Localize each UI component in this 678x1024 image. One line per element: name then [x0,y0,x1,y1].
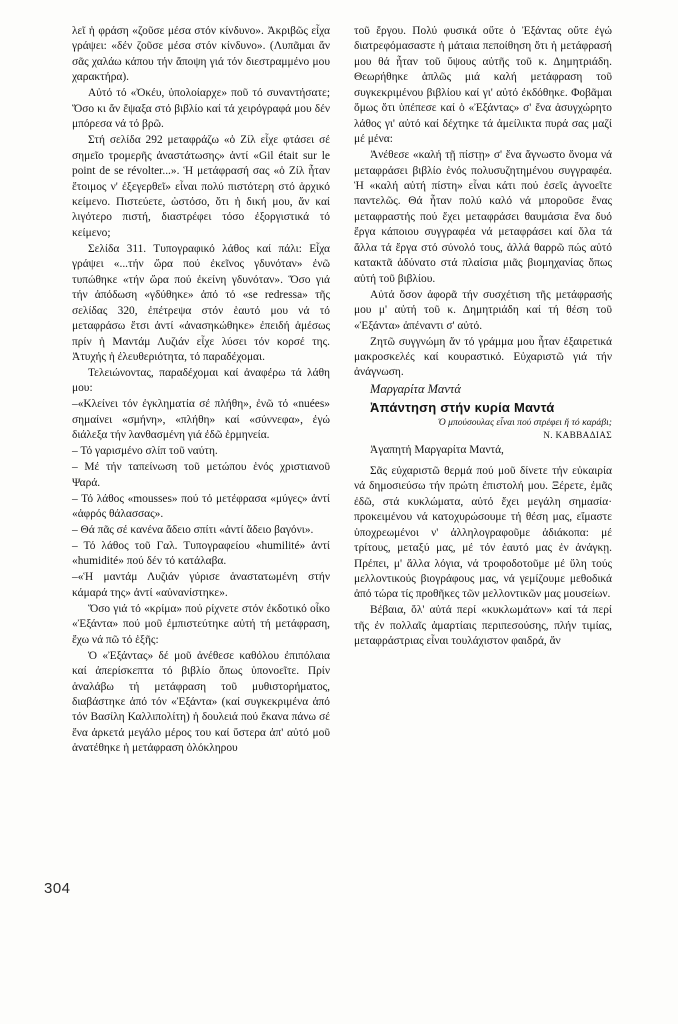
paragraph: Αὐτό τό «Ὀκέυ, ὑπολοίαρχε» ποῦ τό συναντήσατε; Ὅσο κι ἄν ἔψαξα στό βιβλίο καί τά χειρόγραφά μου δέν μπόρεσα νά τό βρῶ. [72,87,330,131]
page-number: 304 [44,880,71,897]
right-column [354,24,612,1004]
paragraph: Ζητῶ συγγνώμη ἄν τό γράμμα μου ἦταν ἐξαιρετικά μακροσκελές καί κουραστικό. Εὐχαριστῶ γιά τήν ἀνάγνωση. [354,335,612,379]
signature: Μαργαρίτα Μαντά [370,382,461,397]
two-column-layout [72,24,612,1004]
list-item: – Θά πᾶς σέ κανένα ἄδειο σπίτι «ἀντί ἄδειο βαγόνι». [72,524,314,536]
paragraph: λεῖ ἡ φράση «ζοῦσε μέσα στόν κίνδυνο». Ἀκριβῶς εἶχα γράψει: «δέν ζοῦσε μέσα στόν κίνδυνο». (Λυπᾶμαι ἄν σᾶς χαλάω κάπου τήν ἄποψη γιά τόν διεστραμμένο μου χαρακτήρα). [72,25,330,84]
list-item: –«Κλείνει τόν ἐγκληματία σέ πλήθη», ἐνῶ τό «nuées» σημαίνει «σμήνη», «πλήθη» καί «σύννεφα», ἐγώ διάλεξα τήν λανθασμένη γιά ἐδῶ ἑρμηνεία. [72,398,330,442]
paragraph: Ὅσο γιά τό «κρίμα» πού ρίχνετε στόν ἐκδοτικό οἶκο «Ἐξάντα» πού μοῦ ἐμπιστεύτηκε αὐτή τή μετάφραση, ἔχω νά πῶ τό ἑξῆς: [72,602,330,646]
list-item: – Μέ τήν ταπείνωση τοῦ μετώπου ἑνός χριστιανοῦ Ψαρά. [72,461,330,489]
paragraph: Αὐτά ὅσον ἀφορᾶ τήν συσχέτιση τῆς μετάφρασής μου μ' αὐτή τοῦ κ. Δημητριάδη καί τή θέση τοῦ «Ἐξάντα» ἀπέναντι σ' αὐτό. [354,288,612,332]
left-column [72,24,330,1004]
epigraph-text: Ὁ μπούσουλας εἶναι πού στρέφει ἤ τό καράβι; [437,416,612,428]
paragraph: Τελειώνοντας, παραδέχομαι καί ἀναφέρω τά λάθη μου: [72,366,330,395]
section-title: Ἀπάντηση στήν κυρία Μαντά [370,399,555,415]
paragraph: Σᾶς εὐχαριστῶ θερμά πού μοῦ δίνετε τήν εὐκαιρία νά δημοσιεύσω τήν πρώτη ἐπιστολή μου. Ξέρετε, ἐμᾶς ἐδῶ, στά κυκλώματα, αὐτό ἔχει μεγάλη σημασία· προκειμένου νά κατοχυρώσουμε τή θέση μας, εἴμαστε ὑποχρεωμένοι ν' ἀλληλογραφοῦμε ἀδιάκοπα: μέ τρίτους, μεταξύ μας, μέ τόν ἑαυτό μας ἐν ἀνάγκῃ. Πρέπει, μ' ἄλλα λόγια, νά τροφοδοτοῦμε μέ ὕλη τούς μελλοντικούς βιογράφους μας, νά γεμίζουμε μεθοδικά ἀπό τώρα τίς προθῆκες τῶν μελλοντικῶν μας μουσείων. [354,464,612,601]
paragraph: Ἀνέθεσε «καλή τῇ πίστῃ» σ' ἕνα ἄγνωστο ὄνομα νά μεταφράσει βιβλίο ἑνός πολυσυζητημένου συγγραφέα. Ἡ «καλή αὐτή πίστη» εἶναι κάτι πού ἐσεῖς ἀγνοεῖτε παντελῶς. Θά ἦταν πολύ καλό νά μποροῦσε ἕνας μεταφραστής πού ἔχει μεταφράσει θαυμάσια ἕνα δυό ἔργα κάποιου συγγραφέα νά μεταφράσει καί ὅλα τά ἄλλα τά ἔργα στό σύνολό τους, ἀλλά θαρρῶ πώς αὐτό κατακτᾶ ἀδύνατο στά πλαίσια μιᾶς βιομηχανίας ὅπως αὐτή τοῦ βιβλίου. [354,149,612,285]
paragraph: Σελίδα 311. Τυπογραφικό λάθος καί πάλι: Εἶχα γράψει «...τήν ὥρα πού ἐκεῖνος γδυνόταν» ἐνῶ τυπώθηκε «τήν ὥρα πού ἐκείνη γδυνόταν». Ὅσο γιά τήν ἀπόδωση «γδύθηκε» ἀπό τό «se redressa» τῆς σελίδας 320, ἐπέτρεψα στόν ἑαυτό μου νά τό μεταφράσω ἔτσι ἀντί «ἀνασηκώθηκε» ἐπειδή ἀμέσως πρίν ἡ Μαντάμ Λυζιάν εἶχε λύσει τόν κορσέ της. Ἀτυχής ἡ ἐλευθεριότητα, τό παραδέχομαι. [72,242,330,364]
list-item: – Τό λάθος τοῦ Γαλ. Τυπογραφείου «humilité» ἀντί «humidité» πού δέν τό κατάλαβα. [72,539,330,568]
salutation: Ἀγαπητή Μαργαρίτα Μαντά, [370,443,504,456]
paragraph: Στή σελίδα 292 μεταφράζω «ὁ Ζίλ εἶχε φτάσει σέ σημεῖο τρομερῆς ἀναστάτωσης» ἀντί «Gil était sur le point de se révolter...». Ἡ μετάφρασή σας «ὁ Ζίλ ἦταν ἕτοιμος ν' ἐξεγερθεῖ» εἶναι πολύ πιστότερη στό ἀρχικό κείμενο. Πιστεύετε, ὡστόσο, ὅτι ἡ δική μου, ἄν καί λιγότερο πιστή, διαστρέφει τόσο ἐξοργιστικά τό κείμενο; [72,134,330,239]
epigraph-author: Ν. ΚΑΒΒΑΔΙΑΣ [543,430,612,441]
list-item: –«Ἡ μαντάμ Λυζιάν γύρισε ἀναστατωμένη στήν κάμαρά της» ἀντί «αὐνανίστηκε». [72,571,330,599]
paragraph: Βέβαια, ὅλ' αὐτά περί «κυκλωμάτων» καί τά περί τῆς ἐν πολλαῖς ἁμαρτίαις περιπεσούσης, πλήν τιμίας, μεταφράστριας εἶναι τουλάχιστον φαιδρά, ἄν [354,604,612,648]
list-item: – Τό γαρισμένο σλίπ τοῦ ναύτη. [72,445,218,458]
paragraph: τοῦ ἔργου. Πολύ φυσικά οὔτε ὁ Ἐξάντας οὔτε ἐγώ διατρεφόμασαστε ἡ μάταια πεποίθηση ὅτι ἡ μετάφρασή μου θά ἦταν τοῦ ὕψους αὐτῆς τοῦ κ. Δημητριάδη. Θεωρήθηκε ἁπλῶς μιά καλή μετάφραση τοῦ συγκεκριμένου βιβλίου καί γι' αὐτό ἐκδόθηκε. Φοβᾶμαι ὅμως ὅτι ὑπέπεσε καί ὁ «Ἐξάντας» σ' ἕνα ἀσυγχώρητο λάθος γι' αὐτό καί δέχτηκε τά ἀμείλικτα πυρά σας μαζί μέ μένα: [354,25,612,146]
list-item: – Τό λάθος «mousses» πού τό μετέφρασα «μύγες» ἀντί «ἀφρός θάλασσας». [72,492,330,521]
paragraph: Ὁ «Ἐξάντας» δέ μοῦ ἀνέθεσε καθόλου ἐπιπόλαια καί ἀπερίσκεπτα τό βιβλίο ὅπως ὑπονοεῖτε. Πρίν ἀναλάβω τή μετάφραση τοῦ μυθιστορήματος, διαβάστηκε ἀπό τόν «Ἐξάντα» (καί συγκεκριμένα ἀπό τόν Βασίλη Καλλιπολίτη) ἡ δουλειά πού ἔκανα πάνω σέ ἕνα ἀρκετά μεγάλο μέρος του καί ὕστερα ἀπ' αὐτό μοῦ ἀνατέθηκε ἡ μετάφραση ὁλόκληρου [72,649,330,755]
